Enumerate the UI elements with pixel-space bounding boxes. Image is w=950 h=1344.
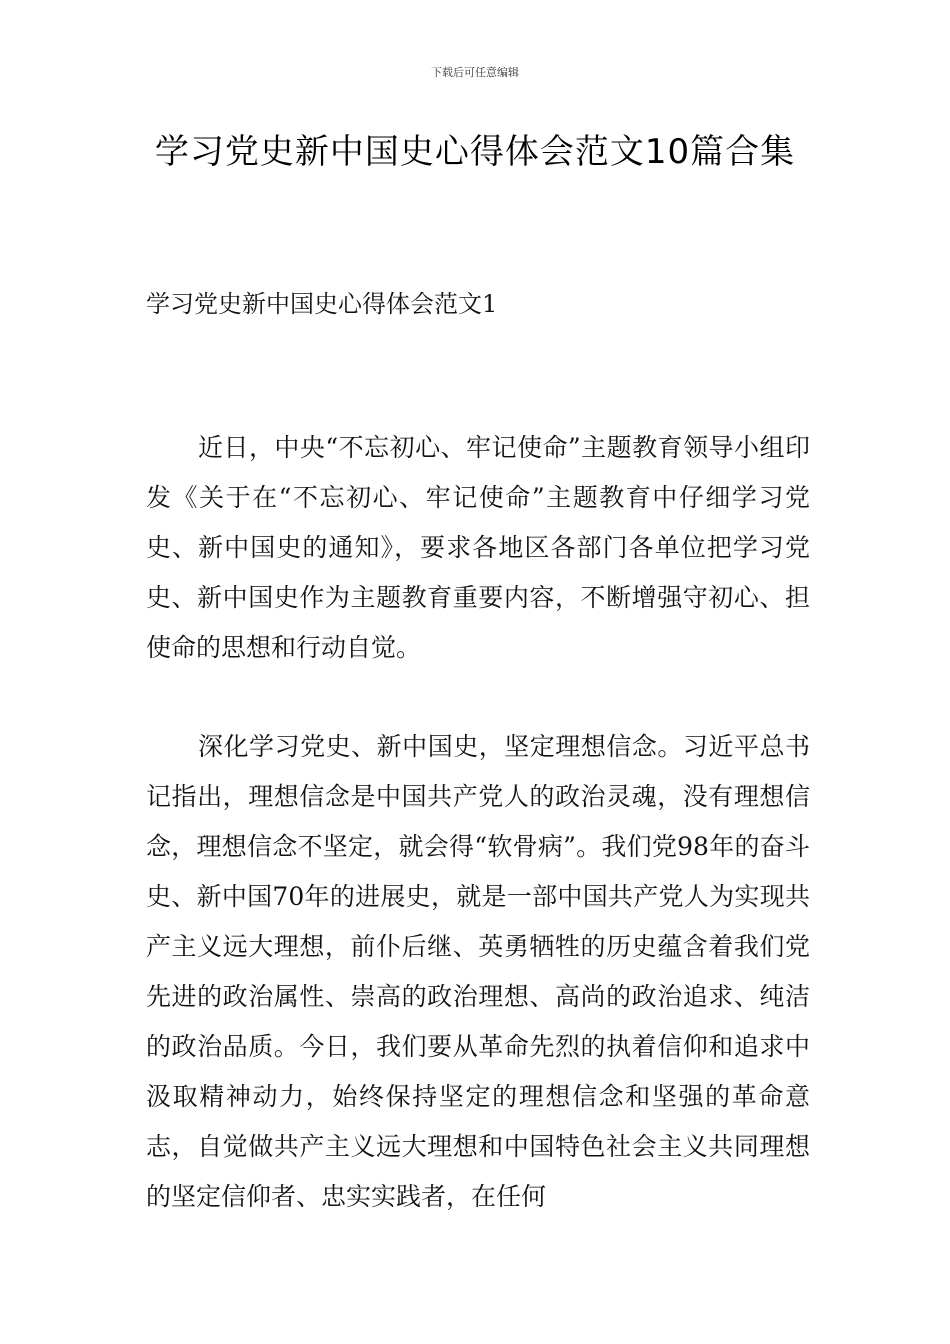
document-title: 学习党史新中国史心得体会范文10篇合集 — [154, 132, 796, 172]
paragraph: 深化学习党史、新中国史，坚定理想信念。习近平总书记指出，理想信念是中国共产党人的政治灵魂，没有理想信念，理想信念不坚定，就会得“软骨病”。我们党98年的奋斗史、新中国70年的进展史，就是一部中国共产党人为实现共产主义远大理想，前仆后继、英勇牺牲的历史蕴含着我们党先进的政治属性、崇高的政治理想、高尚的政治追求、纯洁的政治品质。今日，我们要从革命先烈的执着信仰和追求中汲取精神动力，始终保持坚定的理想信念和坚强的革命意志，自觉做共产主义远大理想和中国特色社会主义共同理想的坚定信仰者、忠实实践者，在任何 — [146, 732, 810, 1211]
section-heading: 学习党史新中国史心得体会范文1 — [146, 290, 498, 318]
header-note: 下载后可任意编辑 — [431, 66, 519, 79]
paragraph: 近日，中央“不忘初心、牢记使命”主题教育领导小组印发《关于在“不忘初心、牢记使命”主题教育中仔细学习党史、新中国史的通知》，要求各地区各部门各单位把学习党史、新中国史作为主题教育重要内容，不断增强守初心、担使命的思想和行动自觉。 — [146, 433, 810, 662]
